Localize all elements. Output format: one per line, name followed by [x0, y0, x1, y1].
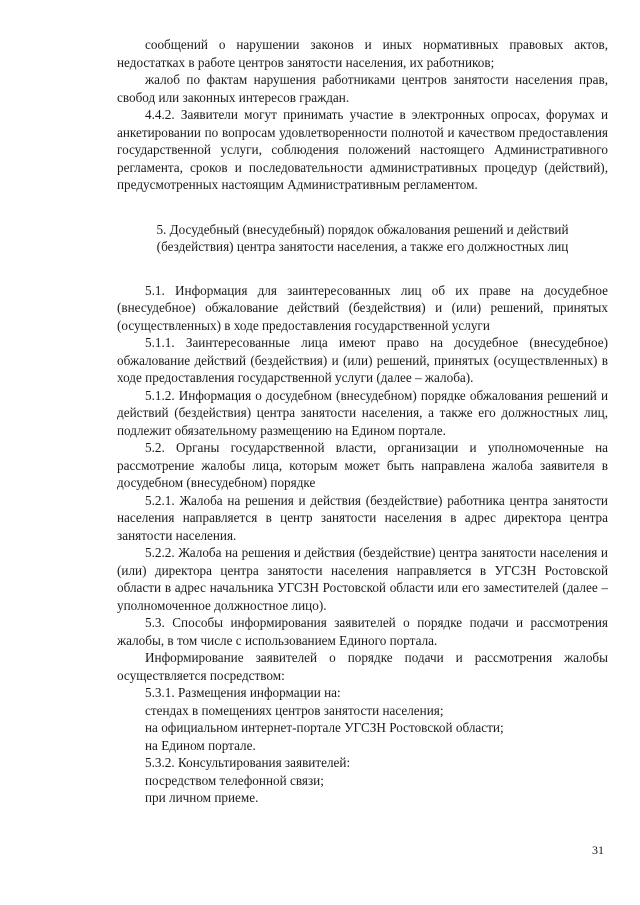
paragraph: 5.1.1. Заинтересованные лица имеют право на досудебное (внесудебное) обжалование действий (бездействия) и (или) решений, принятых (осуществленных) в ходе предоставления государственной услуги (далее – жалоба). [117, 335, 608, 385]
paragraph: сообщений о нарушении законов и иных нормативных правовых актов, недостатках в работе центров занятости населения, их работников; [117, 37, 608, 70]
paragraph: Информирование заявителей о порядке подачи и рассмотрения жалобы осуществляется посредством: [117, 650, 608, 683]
list-item: при личном приеме. [145, 790, 259, 805]
list-item: посредством телефонной связи; [145, 772, 324, 788]
paragraph: жалоб по фактам нарушения работниками центров занятости населения прав, свобод или законных интересов граждан. [117, 72, 608, 105]
paragraph: 5.2.1. Жалоба на решения и действия (бездействие) работника центра занятости населения направляется в центр занятости населения в адрес директора центра занятости населения. [117, 492, 608, 543]
paragraph: 5.2. Органы государственной власти, организации и уполномоченные на рассмотрение жалобы лица, которым может быть направлена жалоба заявителя в досудебном (внесудебном) порядке [117, 440, 608, 490]
section-heading-text: 5. Досудебный (внесудебный) порядок обжалования решений и действий (бездействия) центра занятости населения, а также его должностных лиц [156, 221, 569, 254]
page-number: 31 [592, 843, 604, 857]
section-heading [117, 221, 608, 256]
paragraph: 5.3. Способы информирования заявителей о порядке подачи и рассмотрения жалобы, в том числе с использованием Единого портала. [117, 615, 608, 648]
paragraph: 5.2.2. Жалоба на решения и действия (бездействие) центра занятости населения и (или) директора центра занятости населения направляется в УГСЗН Ростовской области в адрес начальника УГСЗН Ростовской области или его заместителей (далее – уполномоченное должностное лицо). [117, 545, 608, 613]
paragraph: 5.1.2. Информация о досудебном (внесудебном) порядке обжалования решений и действий (бездействия) центра занятости населения, а также его должностных лиц, подлежит обязательному размещению на Едином портале. [117, 387, 608, 438]
list-item: на официальном интернет-портале УГСЗН Ростовской области; [145, 720, 504, 735]
paragraph: 5.1. Информация для заинтересованных лиц об их праве на досудебное (внесудебное) обжалование действий (бездействия) и (или) решений, принятых (осуществленных) в ходе предоставления государственной услуги [117, 282, 608, 333]
list-item: 5.3.1. Размещения информации на: [145, 685, 341, 700]
list-item: на Едином портале. [145, 737, 256, 753]
list-item: 5.3.2. Консультирования заявителей: [145, 755, 351, 770]
information-methods-list [117, 684, 608, 807]
list-item: стендах в помещениях центров занятости населения; [145, 702, 444, 718]
paragraph: 4.4.2. Заявители могут принимать участие в электронных опросах, форумах и анкетировании по вопросам удовлетворенности полнотой и качеством предоставления государственной услуги, соблюдения положений настоящего Административного регламента, сроков и последовательности административных процедур (действий), предусмотренных настоящим Административным регламентом. [117, 107, 608, 192]
